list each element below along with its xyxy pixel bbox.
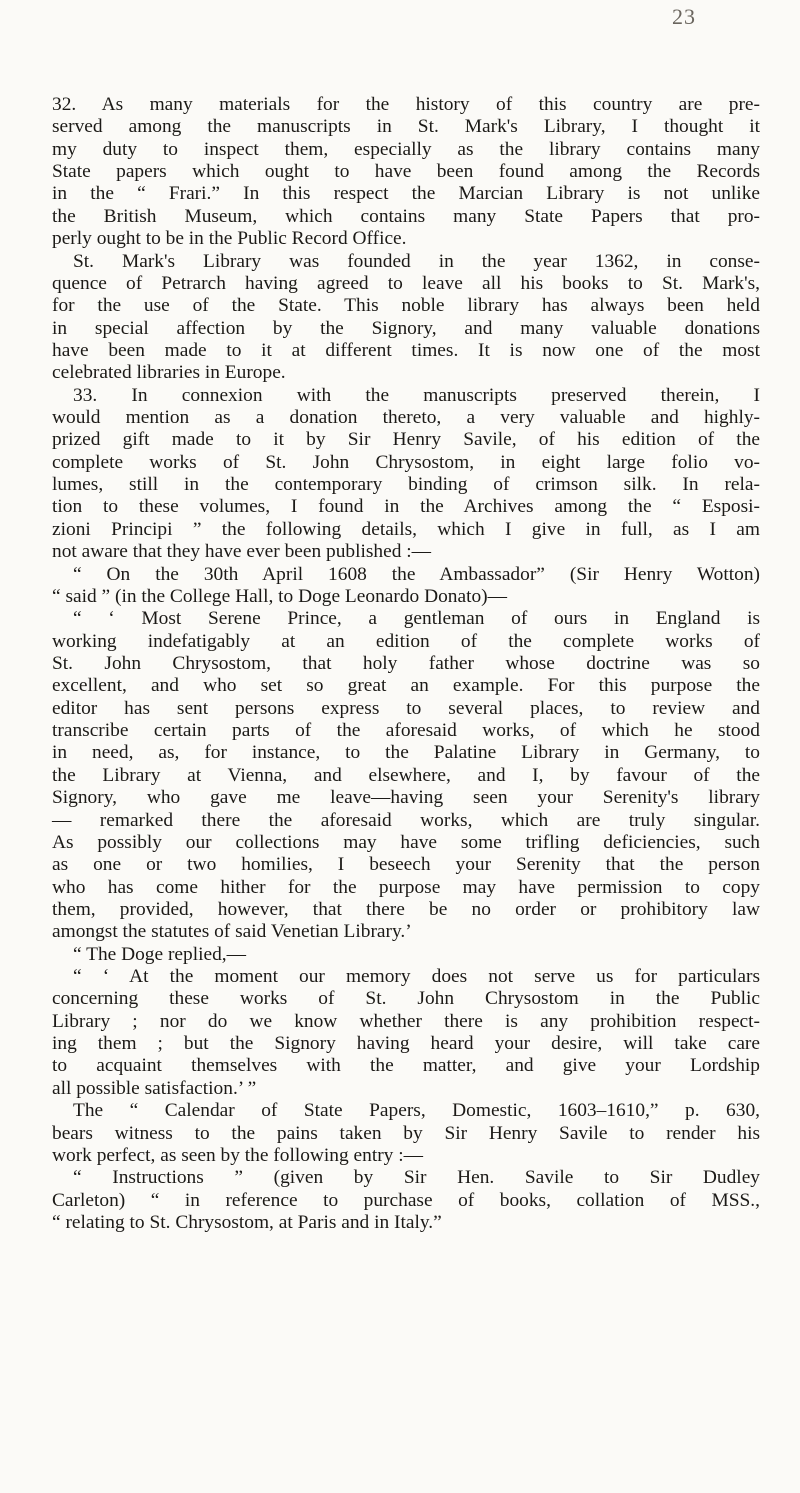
text-line: complete works of St. John Chrysostom, in eight large folio vo- [52,451,760,473]
text-line: prized gift made to it by Sir Henry Savile, of his edition of the [52,429,760,451]
text-line: would mention as a donation thereto, a very valuable and highly- [52,407,760,429]
text-line: “ relating to St. Chrysostom, at Paris and in Italy.” [52,1211,442,1233]
text-line: 32. As many materials for the history of this country are pre- [52,94,760,115]
text-line: State papers which ought to have been found among the Records [52,161,760,183]
text-line: in need, as, for instance, to the Palatine Library in Germany, to [52,742,760,764]
text-line: the British Museum, which contains many State Papers that pro- [52,205,760,227]
text-line: quence of Petrarch having agreed to leave all his books to St. Mark's, [52,272,760,294]
text-line: editor has sent persons express to several places, to review and [52,697,760,719]
text-line: 33. In connexion with the manuscripts preserved therein, I [73,384,760,406]
text-line: concerning these works of St. John Chrysostom in the Public [52,988,760,1010]
text-line: St. John Chrysostom, that holy father whose doctrine was so [52,652,760,674]
text-line: for the use of the State. This noble library has always been held [52,295,760,317]
text-line: not aware that they have ever been published :— [52,541,432,563]
text-line: who has come hither for the purpose may have permission to copy [52,876,760,898]
text-line: Signory, who gave me leave—having seen your Serenity's library [52,787,760,809]
text-line: lumes, still in the contemporary binding of crimson silk. In rela- [52,474,760,496]
text-line: Carleton) “ in reference to purchase of books, collation of MSS., [52,1189,760,1211]
text-line: As possibly our collections may have some trifling deficiencies, such [52,831,760,853]
text-line: working indefatigably at an edition of the complete works of [52,630,760,652]
text-line: excellent, and who set so great an example. For this purpose the [52,675,760,697]
text-line: in the “ Frari.” In this respect the Marcian Library is not unlike [52,183,760,205]
text-line: — remarked there the aforesaid works, which are truly singular. [52,809,760,831]
text-line: perly ought to be in the Public Record Office. [52,228,407,250]
page-number: 23 [672,4,696,29]
text-line: ing them ; but the Signory having heard your desire, will take care [52,1033,760,1055]
text-line: celebrated libraries in Europe. [52,362,286,384]
text-line: St. Mark's Library was founded in the year 1362, in conse- [73,250,760,272]
text-line: “ ‘ Most Serene Prince, a gentleman of ours in England is [73,608,760,630]
text-line: have been made to it at different times. It is now one of the most [52,339,760,361]
text-line: tion to these volumes, I found in the Archives among the “ Esposi- [52,496,760,518]
text-line: “ On the 30th April 1608 the Ambassador” (Sir Henry Wotton) [73,563,760,585]
text-line: “ Instructions ” (given by Sir Hen. Savile to Sir Dudley [73,1167,760,1189]
text-line: the Library at Vienna, and elsewhere, and I, by favour of the [52,764,760,786]
text-line: zioni Principi ” the following details, which I give in full, as I am [52,518,760,540]
text-line: my duty to inspect them, especially as the library contains many [52,138,760,160]
text-line: all possible satisfaction.’ ” [52,1077,257,1099]
text-line: them, provided, however, that there be no order or prohibitory law [52,898,760,920]
text-line: bears witness to the pains taken by Sir Henry Savile to render his [52,1122,760,1144]
text-line: “ The Doge replied,— [73,943,247,965]
text-line: work perfect, as seen by the following entry :— [52,1144,424,1166]
text-line: “ ‘ At the moment our memory does not serve us for particulars [73,966,760,988]
text-line: “ said ” (in the College Hall, to Doge Leonardo Donato)— [52,585,508,607]
text-line: amongst the statutes of said Venetian Library.’ [52,921,412,943]
text-line: served among the manuscripts in St. Mark's Library, I thought it [52,116,760,138]
text-line: in special affection by the Signory, and many valuable donations [52,317,760,339]
text-line: to acquaint themselves with the matter, and give your Lordship [52,1055,760,1077]
text-line: The “ Calendar of State Papers, Domestic, 1603–1610,” p. 630, [73,1100,760,1122]
text-line: Library ; nor do we know whether there is any prohibition respect- [52,1010,760,1032]
body-text [52,94,760,1234]
text-line: as one or two homilies, I beseech your Serenity that the person [52,854,760,876]
text-line: transcribe certain parts of the aforesaid works, of which he stood [52,720,760,742]
